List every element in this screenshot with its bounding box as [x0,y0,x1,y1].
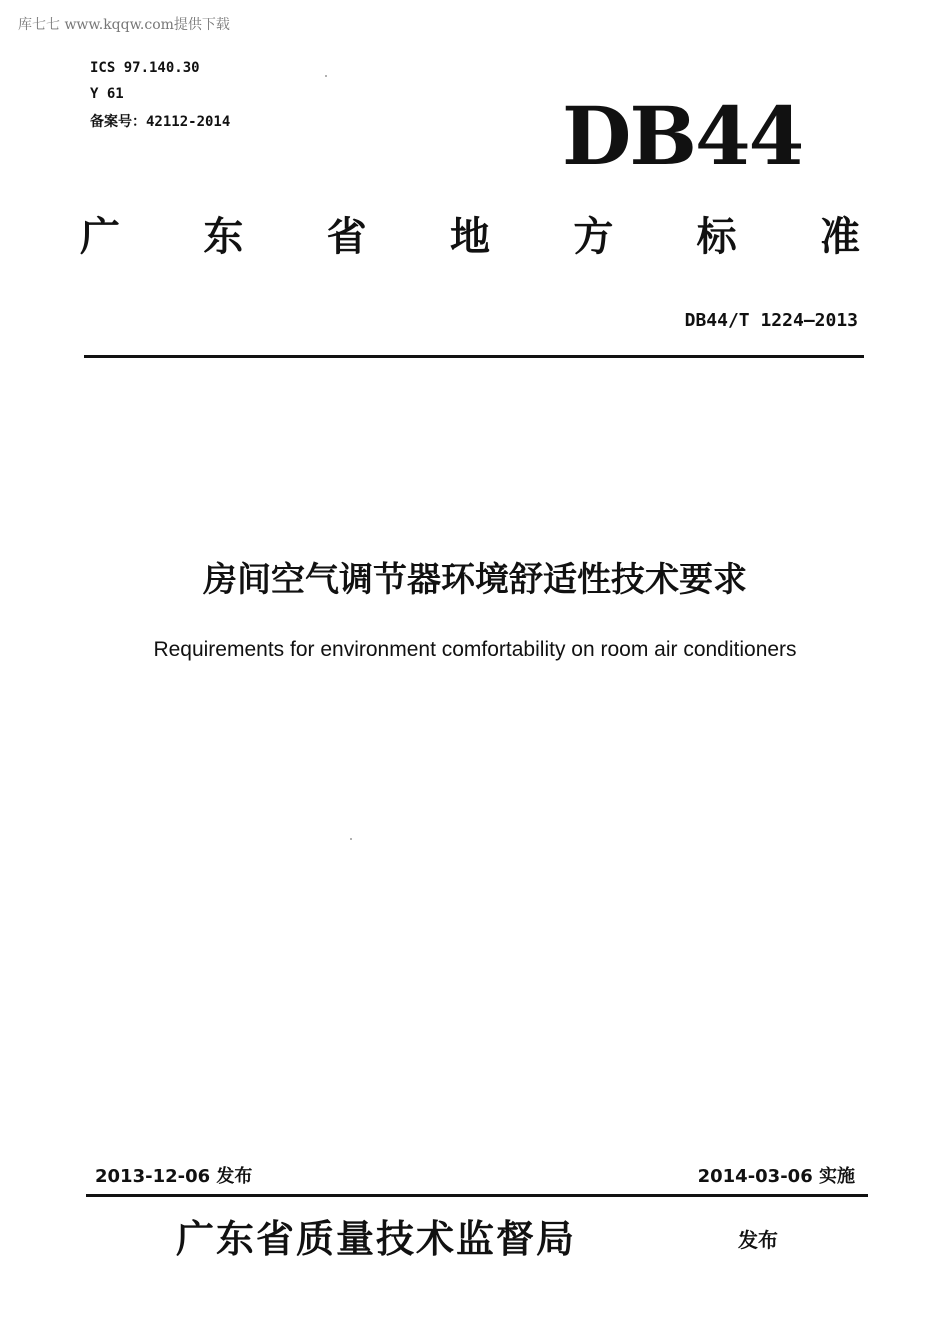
scan-speck [325,75,327,77]
english-title: Requirements for environment comfortability on room air conditioners [153,638,797,661]
standard-number: DB44/T 1224—2013 [684,310,858,331]
standard-type-char: 准 [819,214,860,260]
publish-label: 发布 [738,1228,778,1252]
ccs-code: Y 61 [90,86,124,102]
standard-type-char: 广 [80,214,120,260]
ics-code: ICS 97.140.30 [90,60,200,76]
chinese-title: 房间空气调节器环境舒适性技术要求 [203,560,747,600]
footer-divider [86,1194,868,1197]
filing-number: 备案号：42112-2014 [90,114,231,130]
publisher-name: 广东省质量技术监督局 [176,1216,577,1261]
standard-type-char: 东 [203,214,244,260]
header-divider [84,355,864,358]
implement-date: 2014-03-06 实施 [697,1166,855,1187]
standard-type-char: 方 [573,214,614,260]
standard-type-char: 地 [449,214,490,260]
scan-speck [350,838,352,840]
standard-type-char: 标 [696,214,737,260]
watermark: 库七七 www.kqqw.com提供下载 [18,17,230,33]
standard-type-title [80,205,860,262]
issue-date: 2013-12-06 发布 [95,1166,253,1187]
standard-type-char: 省 [326,214,367,260]
db44-logo: DB44 [562,89,803,183]
